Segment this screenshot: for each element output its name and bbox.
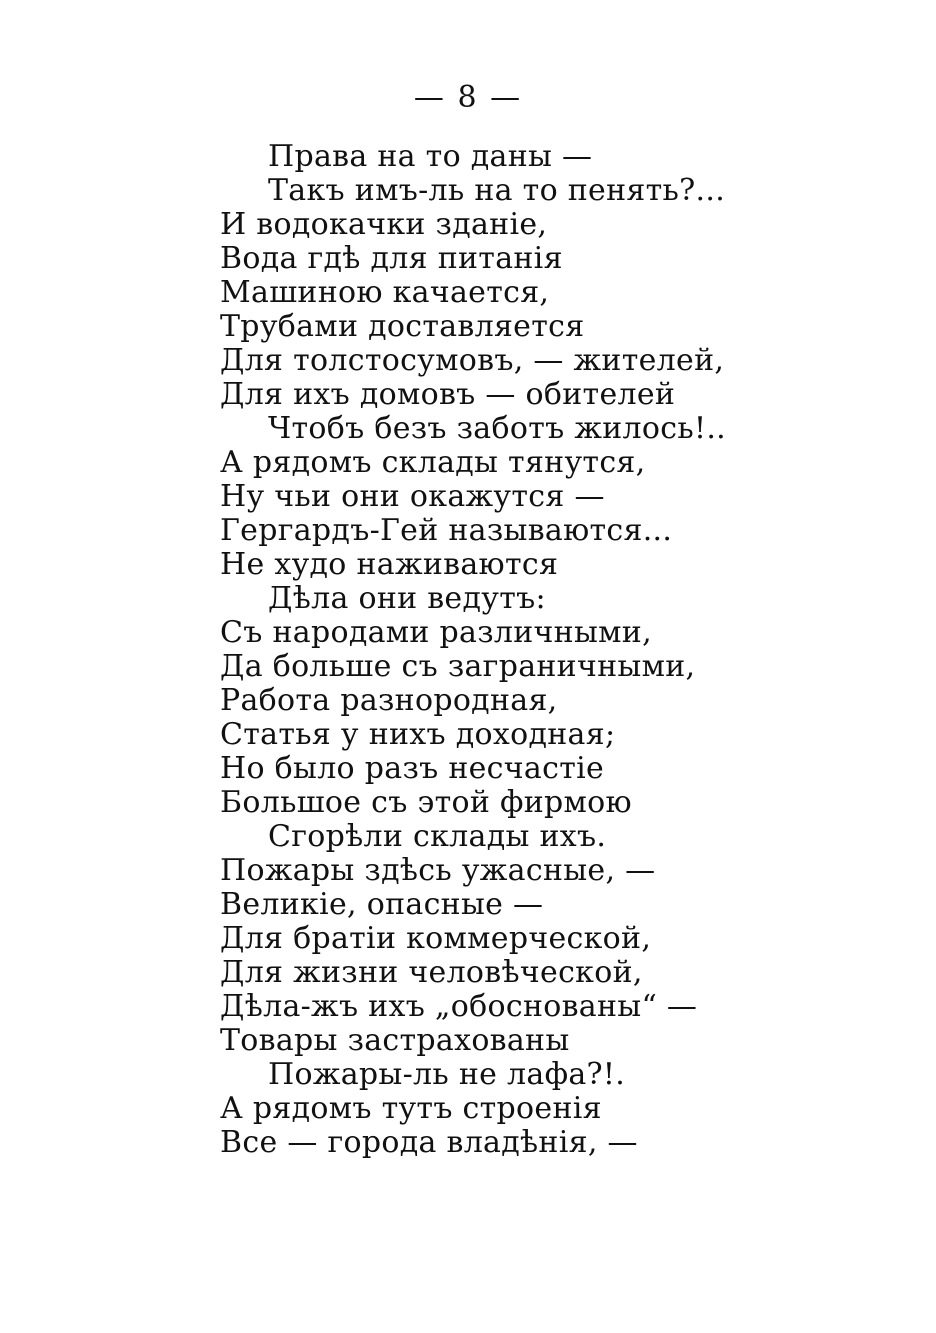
poem-line: Не худо наживаются [220,547,559,582]
poem-line: Но было разъ несчастіе [220,751,605,786]
poem-line: Вода гдѣ для питанія [220,241,563,276]
poem-line: Пожары-ль не лафа?!. [268,1057,626,1092]
poem-line: Для жизни человѣческой, [220,955,643,990]
poem-line: Для братіи коммерческой, [220,921,652,956]
poem-line: Большое съ этой фирмою [220,785,632,820]
poem-line: Чтобъ безъ заботъ жилось!.. [268,411,726,446]
poem-line: Работа разнородная, [220,683,558,718]
page-number: — 8 — [413,80,523,115]
poem-line: Съ народами различными, [220,615,652,650]
poem-line: Для толстосумовъ, — жителей, [220,343,725,378]
poem-line: Статья у нихъ доходная; [220,717,616,752]
poem-line: А рядомъ тутъ строенія [220,1091,602,1126]
poem-line: Товары застрахованы [220,1023,570,1058]
poem-line: Машиною качается, [220,275,550,310]
poem-line: А рядомъ склады тянутся, [220,445,646,480]
poem-line: Дѣла они ведутъ: [268,581,546,616]
poem-line: Гергардъ-Гей называются... [220,513,673,548]
poem-line: Пожары здѣсь ужасные, — [220,853,656,888]
poem-line: Да больше съ заграничными, [220,649,696,684]
poem-line: Все — города владѣнія, — [220,1125,638,1160]
poem-line: Для ихъ домовъ — обителей [220,377,676,412]
poem-line: Такъ имъ-ль на то пенять?... [268,173,726,208]
poem-text [220,140,860,1160]
poem-line: Сгорѣли склады ихъ. [268,819,607,854]
poem-line: Права на то даны — [268,139,593,174]
poem-line: Великіе, опасные — [220,887,544,922]
poem-line: И водокачки зданіе, [220,207,548,242]
poem-line: Дѣла-жъ ихъ „обоснованы“ — [220,989,698,1024]
poem-line: Ну чьи они окажутся — [220,479,605,514]
poem-line: Трубами доставляется [220,309,585,344]
